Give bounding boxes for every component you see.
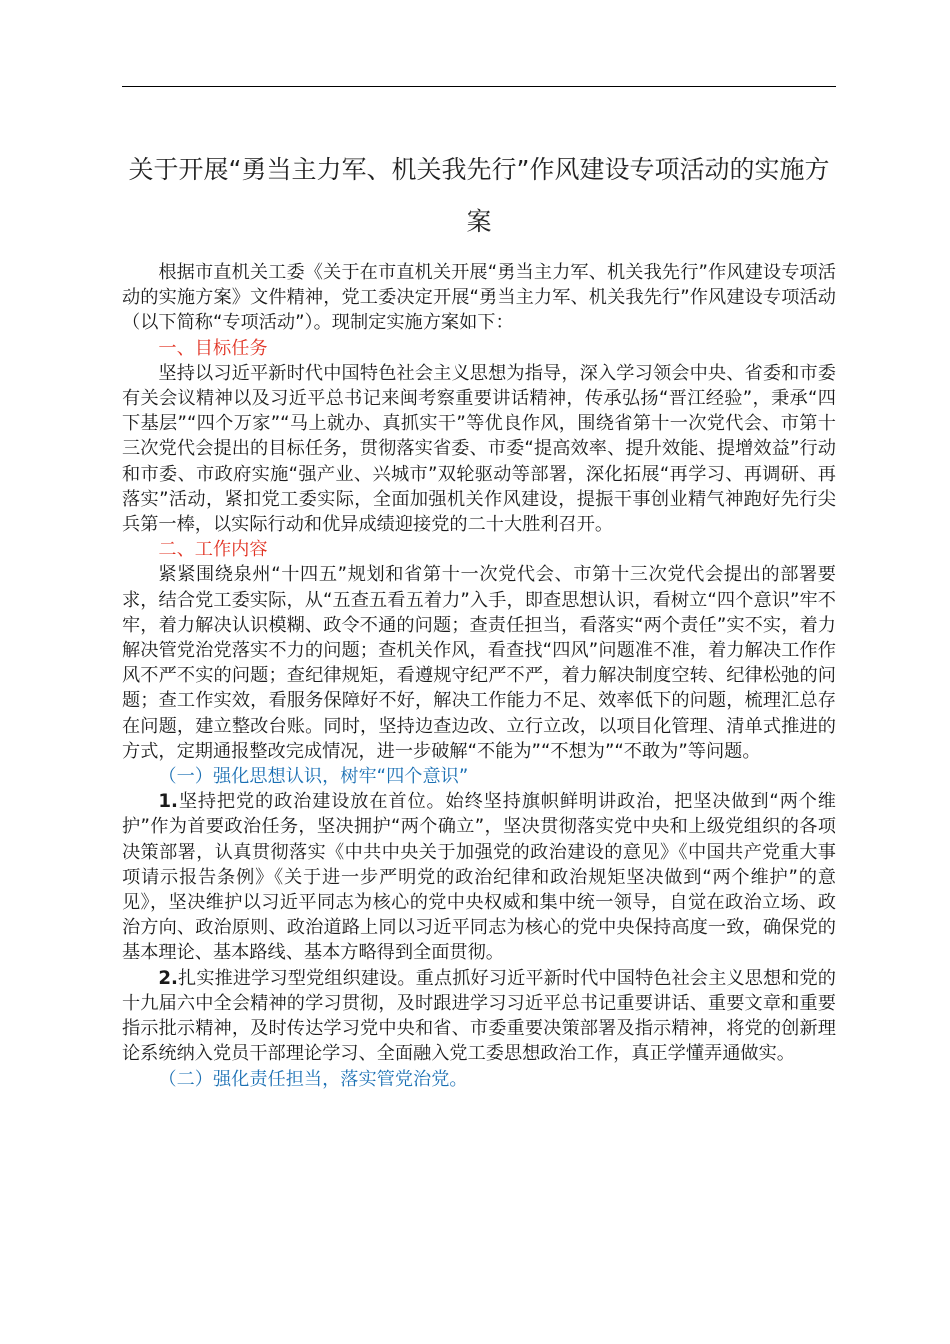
subsection-heading-2: （二）强化责任担当，落实管党治党。: [158, 1068, 468, 1090]
content-paragraph: 紧紧围绕泉州“十四五”规划和省第十一次党代会、市第十三次党代会提出的部署要求，结合党工委实际，从“五查五看五着力”入手，即查思想认识，看树立“四个意识”牢不牢，着力解决认识模糊、政令不通的问题；查责任担当，看落实“两个责任”实不实，着力解决管党治党落实不力的问题；查机关作风，看查找“四风”问题准不准，着力解决工作作风不严不实的问题；查纪律规矩，看遵规守纪严不严，着力解决制度空转、纪律松弛的问题；查工作实效，看服务保障好不好，解决工作能力不足、效率低下的问题，梳理汇总存在问题，建立整改台账。同时，坚持边查边改、立行立改，以项目化管理、清单式推进的方式，定期通报整改完成情况，进一步破解“不能为”“不想为”“不敢为”等问题。: [122, 564, 836, 762]
item-1-number: 1.: [158, 791, 178, 813]
item-1-text: 坚持把党的政治建设放在首位。始终坚持旗帜鲜明讲政治，把坚决做到“两个维护”作为首要政治任务，坚决拥护“两个确立”，坚决贯彻落实党中央和上级党组织的各项决策部署，认真贯彻落实《中共中央关于加强党的政治建设的意见》《中国共产党重大事项请示报告条例》《关于进一步严明党的政治纪律和政治规矩坚决做到“两个维护”的意见》，坚决维护以习近平同志为核心的党中央权威和集中统一领导，自觉在政治立场、政治方向、政治原则、政治道路上同以习近平同志为核心的党中央保持高度一致，确保党的基本理论、基本路线、基本方略得到全面贯彻。: [122, 791, 836, 964]
document-body: [122, 260, 836, 1092]
item-2-paragraph: [122, 966, 836, 1067]
item-2-number: 2.: [158, 967, 178, 989]
subsection-heading-1: （一）强化思想认识，树牢“四个意识”: [158, 766, 469, 788]
header-rule: [122, 86, 836, 87]
goals-paragraph: 坚持以习近平新时代中国特色社会主义思想为指导，深入学习领会中央、省委和市委有关会议精神以及习近平总书记来闽考察重要讲话精神，传承弘扬“晋江经验”，秉承“四下基层”“四个万家”“马上就办、真抓实干”等优良作风，围绕省第十一次党代会、市第十三次党代会提出的目标任务，贯彻落实省委、市委“提高效率、提升效能、提增效益”行动和市委、市政府实施“强产业、兴城市”双轮驱动等部署，深化拓展“再学习、再调研、再落实”活动，紧扣党工委实际，全面加强机关作风建设，提振干事创业精气神跑好先行尖兵第一棒，以实际行动和优异成绩迎接党的二十大胜利召开。: [122, 362, 836, 536]
intro-paragraph: 根据市直机关工委《关于在市直机关开展“勇当主力军、机关我先行”作风建设专项活动的实施方案》文件精神，党工委决定开展“勇当主力军、机关我先行”作风建设专项活动（以下简称“专项活动”）。现制定实施方案如下：: [122, 262, 836, 334]
item-2-text: 扎实推进学习型党组织建设。重点抓好习近平新时代中国特色社会主义思想和党的十九届六中全会精神的学习贯彻，及时跟进学习习近平总书记重要讲话、重要文章和重要指示批示精神，及时传达学习党中央和省、市委重要决策部署及指示精神，将党的创新理论系统纳入党员干部理论学习、全面融入党工委思想政治工作，真正学懂弄通做实。: [122, 967, 836, 1065]
item-1-paragraph: [122, 789, 836, 965]
section-heading-goals: 一、目标任务: [158, 337, 268, 359]
section-heading-content: 二、工作内容: [158, 539, 268, 561]
document-title: 关于开展“勇当主力军、机关我先行”作风建设专项活动的实施方案: [128, 155, 830, 236]
